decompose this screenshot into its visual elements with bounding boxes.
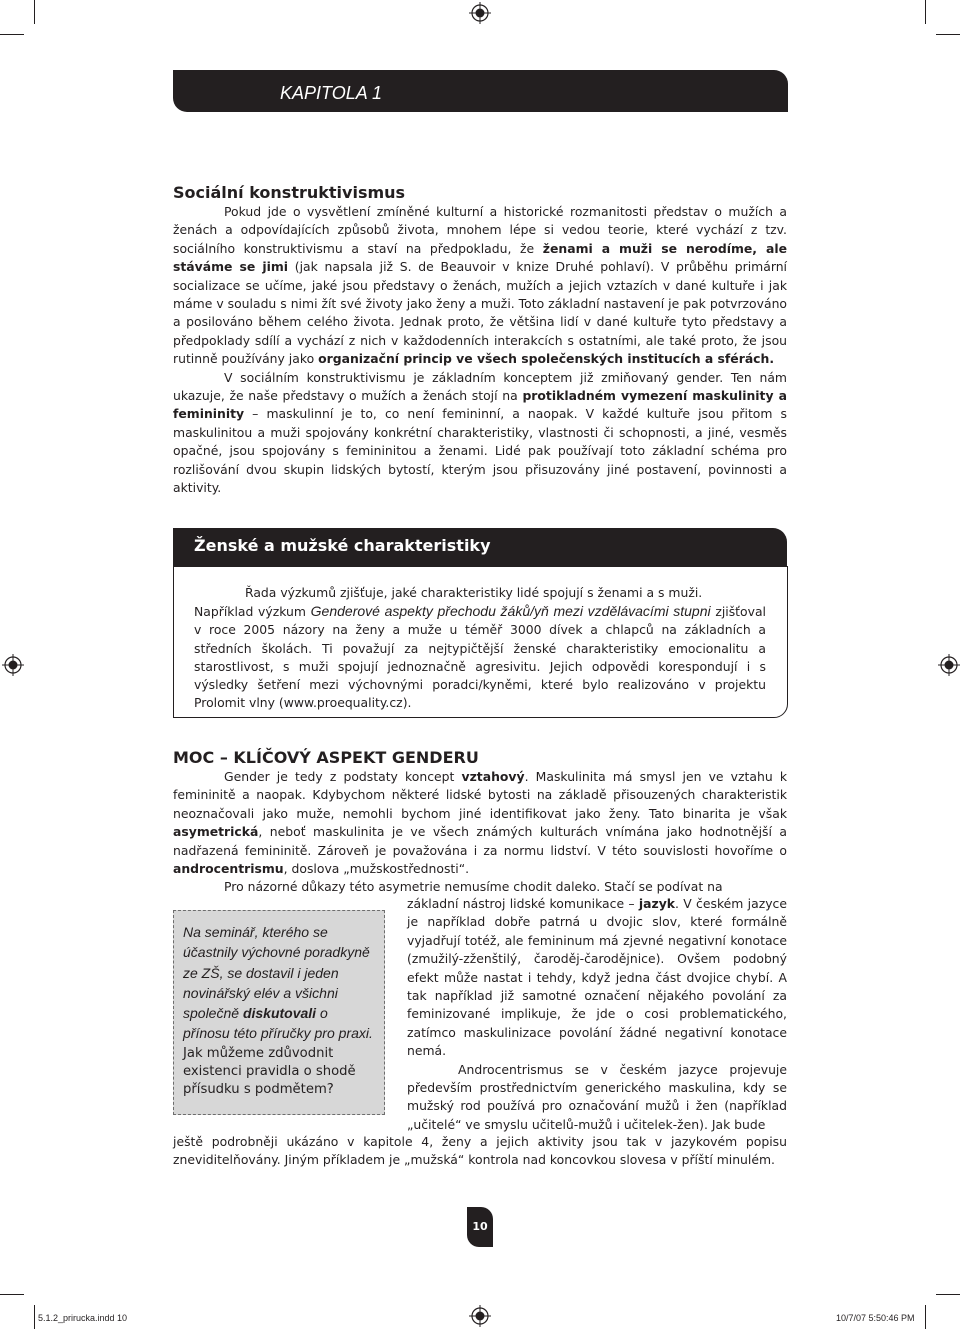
registration-mark-icon (2, 654, 24, 676)
paragraph: Gender je tedy z podstaty koncept vztahový. Maskulinita má smysl jen ve vztahu k femininitě a naopak. Kdybychom některé lidské bytosti na základě přisouzených charakteristik neoznačovali jako muže, nemohli bychom jiné identifikovat jako ženy. Tato binarita je však asymetrická, neboť maskulinita je ve všech známých kulturách vnímána jako hodnotnější a nadřazená femininitě. Zároveň je považována i za normu lidství. V této souvislosti hovoříme o androcentrismu, doslova „mužskostřednosti“. (173, 769, 787, 877)
footer-timestamp: 10/7/07 5:50:46 PM (836, 1313, 915, 1323)
paragraph: Řada výzkumů zjišťuje, jaké charakteristiky lidé spojují s ženami a s muži. (245, 585, 703, 600)
paragraph: Například výzkum Genderové aspekty přechodu žáků/yň mezi vzdělávacími stupni zjišťoval v roce 2005 názory na ženy a muže u téměř 3000 dívek a chlapců na základních a středních školách. Ti považují za nejtypičtější ženské charakteristiky emocionalitu a starostlivost, s muži spojují jednoznačně agresivitu. Jejich odpovědi korespondují i s výsledky šetření mezi výchovnými poradci/kyněmi, které bylo realizováno v projektu Prolomit vlny (www.proequality.cz). (194, 603, 766, 711)
info-box-title: Ženské a mužské charakteristiky (194, 536, 491, 555)
section-body (173, 768, 787, 897)
page-number: 10 (472, 1220, 488, 1233)
section-body (173, 203, 787, 498)
chapter-label: KAPITOLA 1 (280, 83, 383, 103)
registration-mark-icon (469, 2, 491, 24)
crop-mark (34, 1305, 35, 1329)
crop-mark (0, 1294, 24, 1295)
wrapped-text (407, 895, 787, 1134)
info-box-text (194, 584, 766, 712)
section-title: Sociální konstruktivismus (173, 183, 406, 202)
crop-mark (925, 0, 926, 24)
registration-mark-icon (938, 654, 960, 676)
crop-mark (34, 0, 35, 24)
section-title: MOC – KLÍČOVÝ ASPEKT GENDERU (173, 748, 479, 767)
paragraph: základní nástroj lidské komunikace – jazyk. V českém jazyce je například dobře patrná u dvojic slov, které formálně vyjadřují totéž, ale femininum má zjevné negativní konotace (zmužilý-zženštilý, čaroděj-čarodějnice). Ovšem podobný efekt může nastat i tehdy, když jedna část dvojice chybí. A tak například již samotné označení nějakého povolání za feminizované implikuje, že jde o cosi problematického, zatímco maskulinizace povolání žádné negativní konotace nemá. (407, 896, 787, 1059)
chapter-header-bar (173, 70, 788, 112)
side-note-text: Na seminář, kterého se účastnily výchovné poradkyně ze ZŠ, se dostavil i jeden novinářský elév a všichni společně diskutovali o přínosu této příručky pro praxi. Jak můžeme zdůvodnit existenci pravidla o shodě přísudku s podmětem? (183, 924, 373, 1098)
section-body (173, 1133, 787, 1170)
paragraph: V sociálním konstruktivismu je základním konceptem již zmiňovaný gender. Ten nám ukazuje, že naše představy o mužích a ženách stojí na protikladném vymezení maskulinity a femininity – maskulinní je to, co není femininní, a naopak. V každé kultuře jsou přitom s maskulinitou a muži spojovány konkrétní charakteristiky, vlastnosti či schopnosti, a jiné, vesměs opačné, jsou spojovány s femininitou a ženami. Lidé pak používají toto základní schéma pro rozlišování dvou skupin lidských bytostí, kterým jsou přisuzovány jiné postavení, povinnosti a aktivity. (173, 369, 787, 496)
crop-mark (936, 34, 960, 35)
footer-filename: 5.1.2_prirucka.indd 10 (38, 1313, 128, 1323)
paragraph: Androcentrismus se v českém jazyce projevuje především prostřednictvím generického maskulina, kdy se mužský rod používá pro označování mužů i žen (například „učitelé“ ve smyslu učitelů-mužů i učitelek-žen). Jak bude (407, 1061, 787, 1132)
crop-mark (936, 1294, 960, 1295)
paragraph: ještě podrobněji ukázáno v kapitole 4, ženy a jejich aktivity jsou tak v jazykovém popisu zneviditelňovány. Jiným příkladem je „mužská“ kontrola nad koncovkou slovesa v příští minulém. (173, 1134, 787, 1168)
crop-mark (925, 1305, 926, 1329)
paragraph: Pokud jde o vysvětlení zmíněné kulturní a historické rozmanitosti představ o mužích a ženách a odpovídajících způsobů života, mnohem lépe si vedou teorie, které vychází z tzv. sociálního konstruktivismu a staví na předpokladu, že ženami a muži se nerodíme, ale stáváme se jimi (jak napsala již S. de Beauvoir v knize Druhé pohlaví). V průběhu primární socializace se učíme, jaké jsou představy o ženách, mužích a jejich vztazích v dané kultuře i jak máme v souladu s nimi žít své životy jako ženy a muži. Toto základní nastavení je pak potvrzováno a posilováno během celého života. Jednak proto, že většina lidí v dané kultuře tyto představy a předpoklady sdílí a vychází z nich v každodenních interakcích s ostatními, ale také proto, že jsou rutinně používány jako organizační princip ve všech společenských institucích a sférách. (173, 204, 787, 367)
paragraph: Pro názorné důkazy této asymetrie nemusíme chodit daleko. Stačí se podívat na (224, 879, 723, 895)
crop-mark (0, 34, 24, 35)
registration-mark-icon (469, 1305, 491, 1327)
